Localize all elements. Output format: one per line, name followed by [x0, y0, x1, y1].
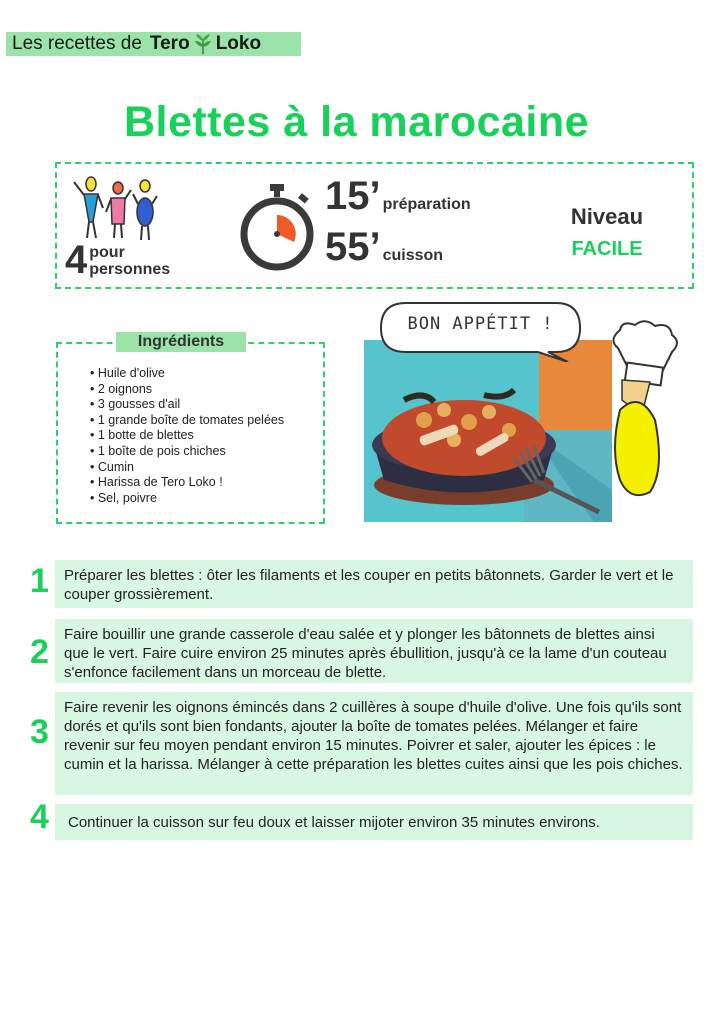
chef-character-icon — [600, 320, 690, 505]
dish-photo — [364, 340, 612, 522]
difficulty-label: Niveau — [570, 204, 644, 229]
speech-bubble — [378, 300, 583, 362]
ingredient-item: • 2 oignons — [90, 381, 153, 396]
brand-name-right: Loko — [215, 33, 262, 54]
prep-time-label: préparation — [382, 196, 471, 213]
brand-name-left: Tero — [149, 33, 190, 54]
servings — [65, 238, 171, 282]
cook-time-label: cuisson — [382, 247, 444, 264]
ingredient-item: • Huile d'olive — [90, 366, 165, 380]
ingredient-item: • 1 botte de blettes — [90, 428, 194, 443]
stopwatch-icon — [237, 182, 317, 272]
step-text: Faire revenir les oignons émincés dans 2 cuillères à soupe d'huile d'olive. Une fois qu'ils sont dorés et qu'ils sont bien fondants, ajouter la boîte de tomates pelées. Mélanger et faire revenir sur feu moyen pendant environ 15 minutes. Poivrer et saler, ajouter les épices : le cumin et la harissa. Mélanger à cette préparation les blettes cuites ainsi que les pois chiches. — [64, 699, 683, 773]
ingredient-item: • 1 boîte de pois chiches — [90, 443, 226, 458]
ingredient-item: • Cumin — [90, 459, 134, 474]
people-icon — [69, 174, 164, 244]
step-number: 4 — [30, 798, 49, 836]
step-number: 2 — [30, 633, 49, 671]
step-text: Faire bouillir une grande casserole d'eau salée et y plonger les bâtonnets de blettes ainsi que le vert. Faire cuire environ 25 minutes après ébullition, jusqu'à ce la lame d'un couteau s'enfonce facilement dans un morceau de blette. — [64, 626, 667, 681]
servings-label — [89, 244, 170, 278]
ingredients-title: Ingrédients — [116, 332, 246, 352]
brand-header — [6, 32, 301, 56]
step-1 — [55, 560, 693, 608]
step-text: Préparer les blettes : ôter les filaments et les couper en petits bâtonnets. Garder le vert et le couper grossièrement. — [64, 567, 674, 603]
recipe-info-box — [55, 162, 694, 289]
brand-prefix: Les recettes de — [12, 33, 142, 54]
recipe-title: Blettes à la marocaine — [123, 98, 590, 146]
speech-bubble-text: BON APPÉTIT ! — [407, 314, 554, 334]
ingredient-item: • 3 gousses d'ail — [90, 397, 181, 412]
cook-time-value: 55’ — [325, 225, 381, 269]
servings-number: 4 — [65, 238, 88, 282]
difficulty — [527, 204, 687, 261]
ingredient-item: • Harissa de Tero Loko ! — [90, 475, 223, 490]
leaf-logo-icon — [192, 33, 214, 55]
step-text: Continuer la cuisson sur feu doux et laisser mijoter environ 35 minutes environs. — [68, 814, 600, 831]
ingredient-item: • 1 grande boîte de tomates pelées — [90, 412, 285, 427]
step-4 — [55, 804, 693, 840]
prep-time — [325, 174, 471, 219]
step-number: 3 — [30, 713, 49, 751]
difficulty-value: FACILE — [571, 238, 643, 260]
prep-time-value: 15’ — [325, 174, 381, 218]
ingredient-item: • Sel, poivre — [90, 490, 157, 505]
dish-illustration — [364, 340, 612, 522]
step-number: 1 — [30, 562, 49, 600]
servings-label-line2: personnes — [89, 261, 171, 278]
cook-time — [325, 225, 443, 270]
servings-label-line1: pour — [89, 244, 125, 261]
step-2 — [55, 619, 693, 683]
step-3 — [55, 692, 693, 795]
ingredients-box — [56, 342, 325, 524]
ingredients-list — [90, 366, 290, 506]
